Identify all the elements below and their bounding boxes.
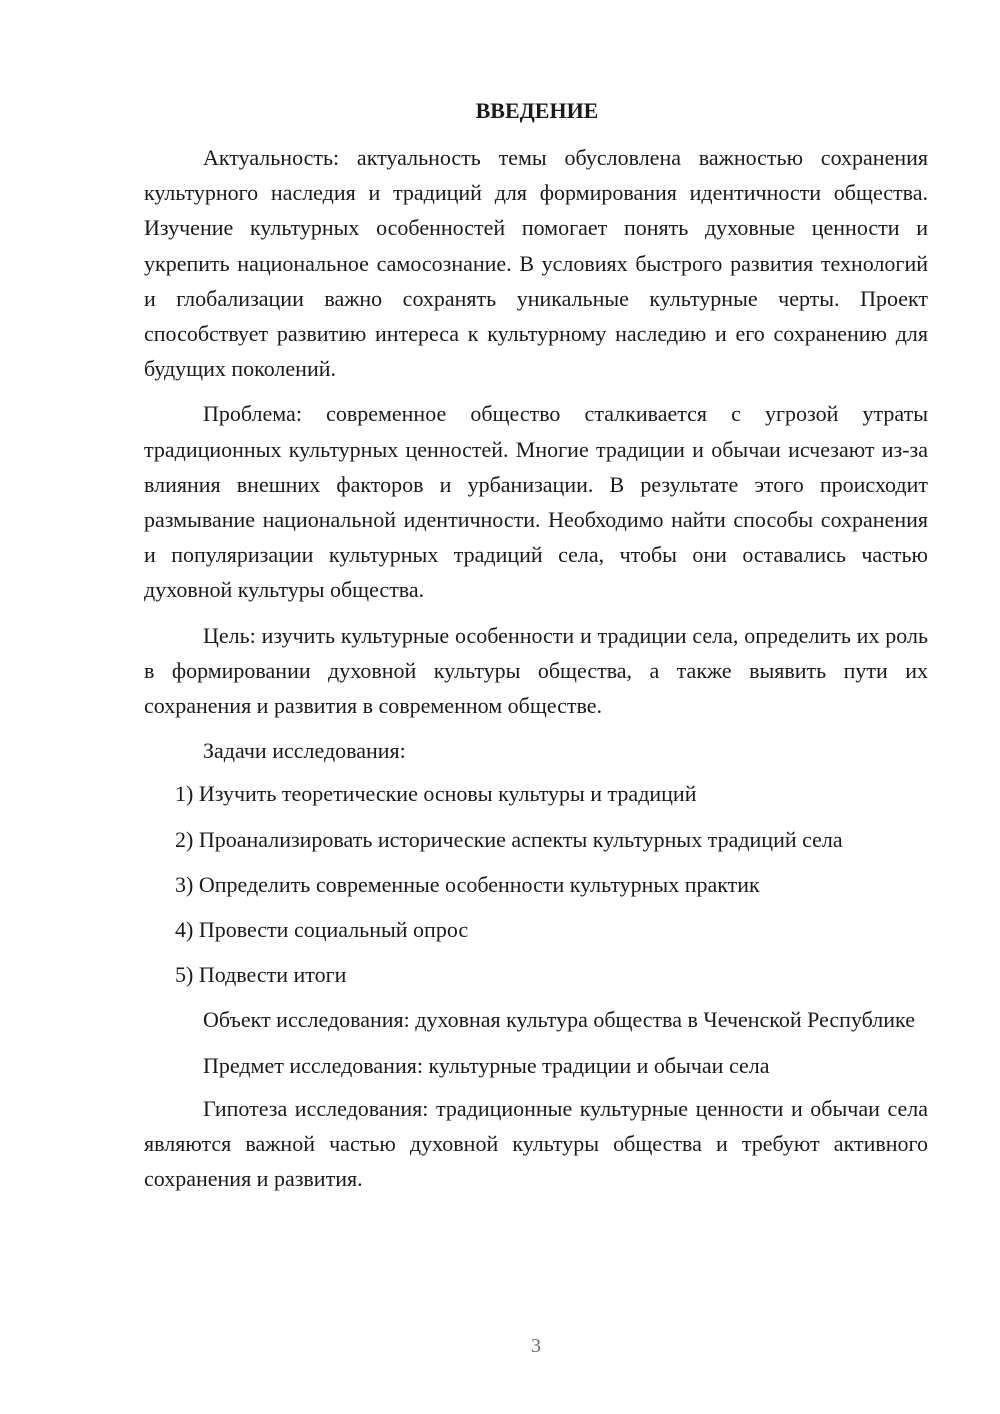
hypothesis-paragraph: Гипотеза исследования: традиционные культурные ценности и обычаи села являются важной частью духовной культуры общества и требуют активного сохранения и развития.: [144, 1095, 928, 1192]
research-subject-paragraph: Предмет исследования: культурные традиции и обычаи села: [203, 1052, 770, 1078]
task-item: 4) Провести социальный опрос: [175, 917, 469, 943]
task-item: 5) Подвести итоги: [175, 962, 347, 988]
research-object-paragraph: Объект исследования: духовная культура общества в Чеченской Республике: [203, 1007, 915, 1033]
page-number: 3: [531, 1335, 541, 1357]
task-item: 1) Изучить теоретические основы культуры и традиций: [175, 781, 697, 807]
page-content: [144, 96, 928, 1206]
tasks-heading: Задачи исследования:: [203, 738, 406, 764]
task-item: 3) Определить современные особенности культурных практик: [175, 871, 760, 897]
task-item: 2) Проанализировать исторические аспекты культурных традиций села: [175, 826, 843, 852]
relevance-paragraph: Актуальность: актуальность темы обусловлена важностью сохранения культурного наследия и традиций для формирования идентичности общества. Изучение культурных особенностей помогает понять духовные ценности и укрепить национальное самосознание. В условиях быстрого развития технологий и глобализации важно сохранять уникальные культурные черты. Проект способствует развитию интереса к культурному наследию и его сохранению для будущих поколений.: [144, 145, 928, 382]
problem-paragraph: Проблема: современное общество сталкивается с угрозой утраты традиционных культурных ценностей. Многие традиции и обычаи исчезают из-за влияния внешних факторов и урбанизации. В результате этого происходит размывание национальной идентичности. Необходимо найти способы сохранения и популяризации культурных традиций села, чтобы они оставались частью духовной культуры общества.: [144, 401, 928, 603]
goal-paragraph: Цель: изучить культурные особенности и традиции села, определить их роль в формировании духовной культуры общества, а также выявить пути их сохранения и развития в современном обществе.: [144, 622, 928, 719]
page-title: ВВЕДЕНИЕ: [475, 98, 599, 123]
